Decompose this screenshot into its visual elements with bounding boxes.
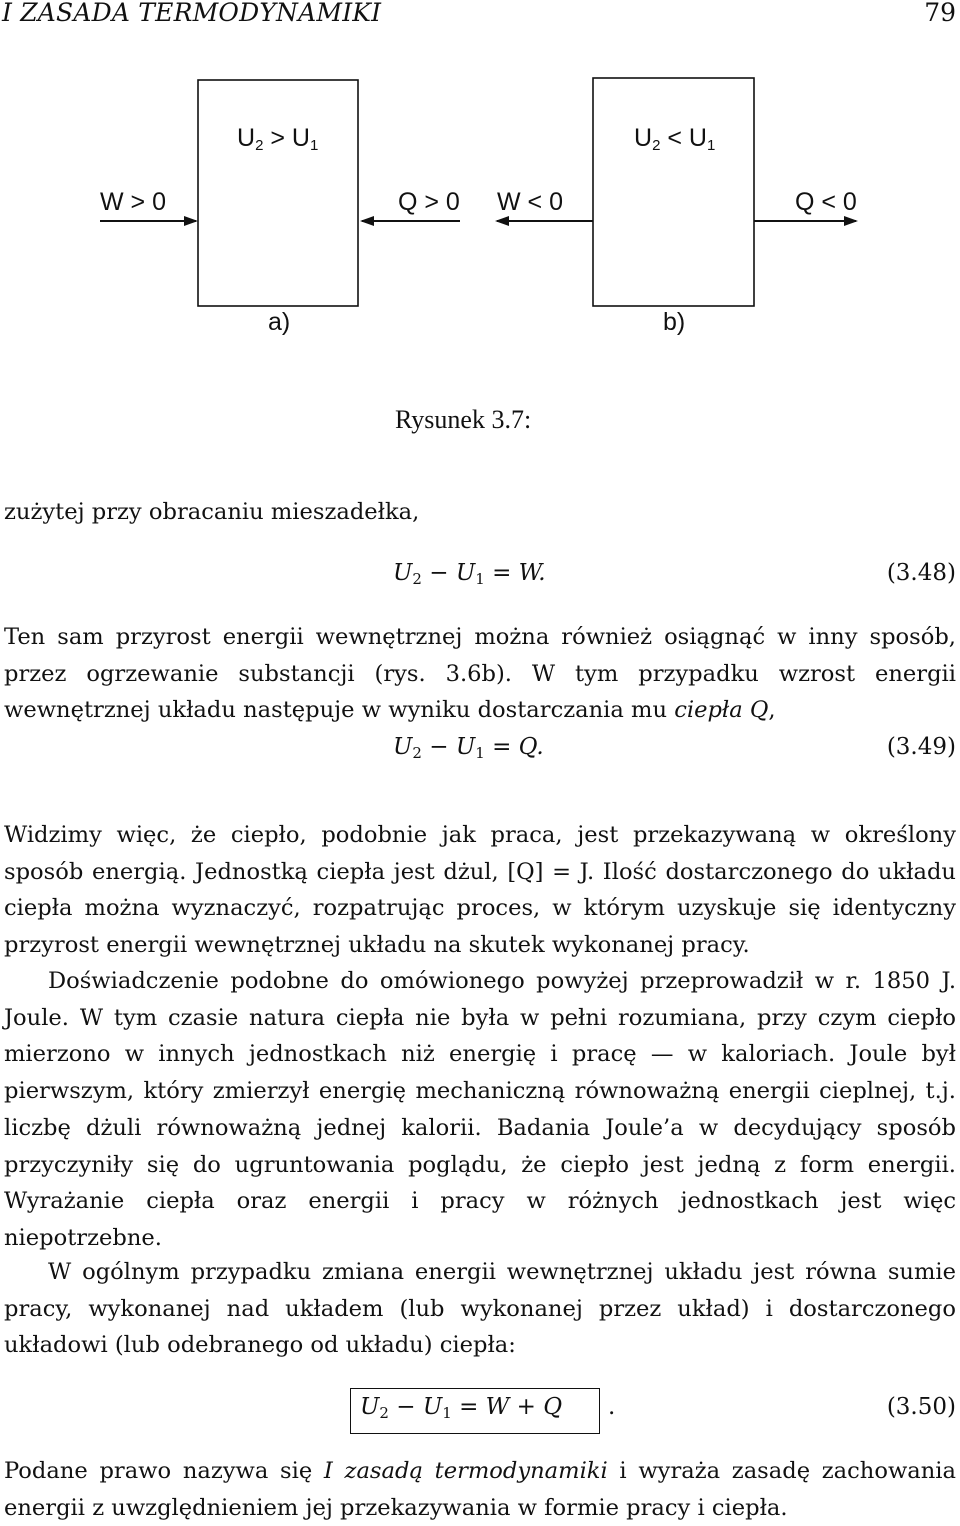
paragraph-2: Ten sam przyrost energii wewnętrznej można również osiągnąć w inny sposób, przez ogrzewanie substancji (rys. 3.6b). W tym przypadku wzrost energii wewnętrznej układu następuje w wyniku dostarczania mu ciepła Q, [4, 624, 956, 724]
panel-label-a: a) [268, 308, 291, 336]
equation-3-50: $U_2 - U_1 = W + Q$ [360, 1394, 563, 1422]
running-header-title: I ZASADA TERMODYNAMIKI [2, 0, 382, 27]
system-box-b [593, 78, 754, 306]
heat-label-a: Q > 0 [398, 188, 460, 216]
equation-3-49: $U_2 - U_1 = Q$. [393, 734, 544, 762]
heat-label-b: Q < 0 [795, 188, 857, 216]
paragraph-5: W ogólnym przypadku zmiana energii wewnętrznej układu jest równa sumie pracy, wykonanej nad układem (lub wykonanej przez układ) i dostarczonego układowi (lub odebranego od układu) ciepła: [4, 1259, 956, 1359]
paragraph-6: Podane prawo nazywa się I zasadą termodynamiki i wyraża zasadę zachowania energii z uwzględnieniem jej przekazywania w formie pracy i ciepła. [4, 1458, 957, 1521]
internal-energy-label-b: $U_2 < U_1$ [634, 124, 716, 154]
panel-label-b: b) [663, 308, 686, 336]
paragraph-1: zużytej przy obracaniu mieszadełka, [4, 499, 420, 525]
work-label-a: W > 0 [100, 188, 166, 216]
page-number: 79 [924, 0, 956, 27]
internal-energy-label-a: $U_2 > U_1$ [237, 124, 319, 154]
equation-3-50-period: . [608, 1394, 616, 1420]
paragraph-3: Widzimy więc, że ciepło, podobnie jak praca, jest przekazywaną w określony sposób energią. Jednostką ciepła jest dżul, [Q] = J. Ilość dostarczonego do układu ciepła można wyznaczyć, rozpatrując proces, w którym uzyskuje się identyczny przyrost energii wewnętrznej układu na skutek wykonanej pracy. [4, 822, 956, 959]
equation-number-3-49: (3.49) [886, 734, 956, 760]
paragraph-4: Doświadczenie podobne do omówionego powyżej przeprowadził w r. 1850 J. Joule. W tym czasie natura ciepła nie była w pełni rozumiana, przy czym ciepło mierzono w innych jednostkach niż energię i pracę — w kaloriach. Joule był pierwszym, który zmierzył energię mechaniczną równoważną energii cieplnej, t.j. liczbę dżuli równoważną jednej kalorii. Badania Joule’a w decydujący sposób przyczyniły się do ugruntowania poglądu, że ciepło jest jedną z form energii. Wyrażanie ciepła oraz energii i pracy w różnych jednostkach jest więc niepotrzebne. [4, 968, 956, 1251]
system-box-a [198, 80, 358, 306]
equation-3-48: $U_2 - U_1 = W$. [393, 560, 546, 588]
figure-drawing [0, 60, 960, 380]
work-label-b: W < 0 [497, 188, 563, 216]
equation-number-3-48: (3.48) [886, 560, 956, 586]
equation-number-3-50: (3.50) [886, 1394, 956, 1420]
figure-3-7 [0, 60, 960, 380]
figure-caption: Rysunek 3.7: [395, 405, 532, 434]
